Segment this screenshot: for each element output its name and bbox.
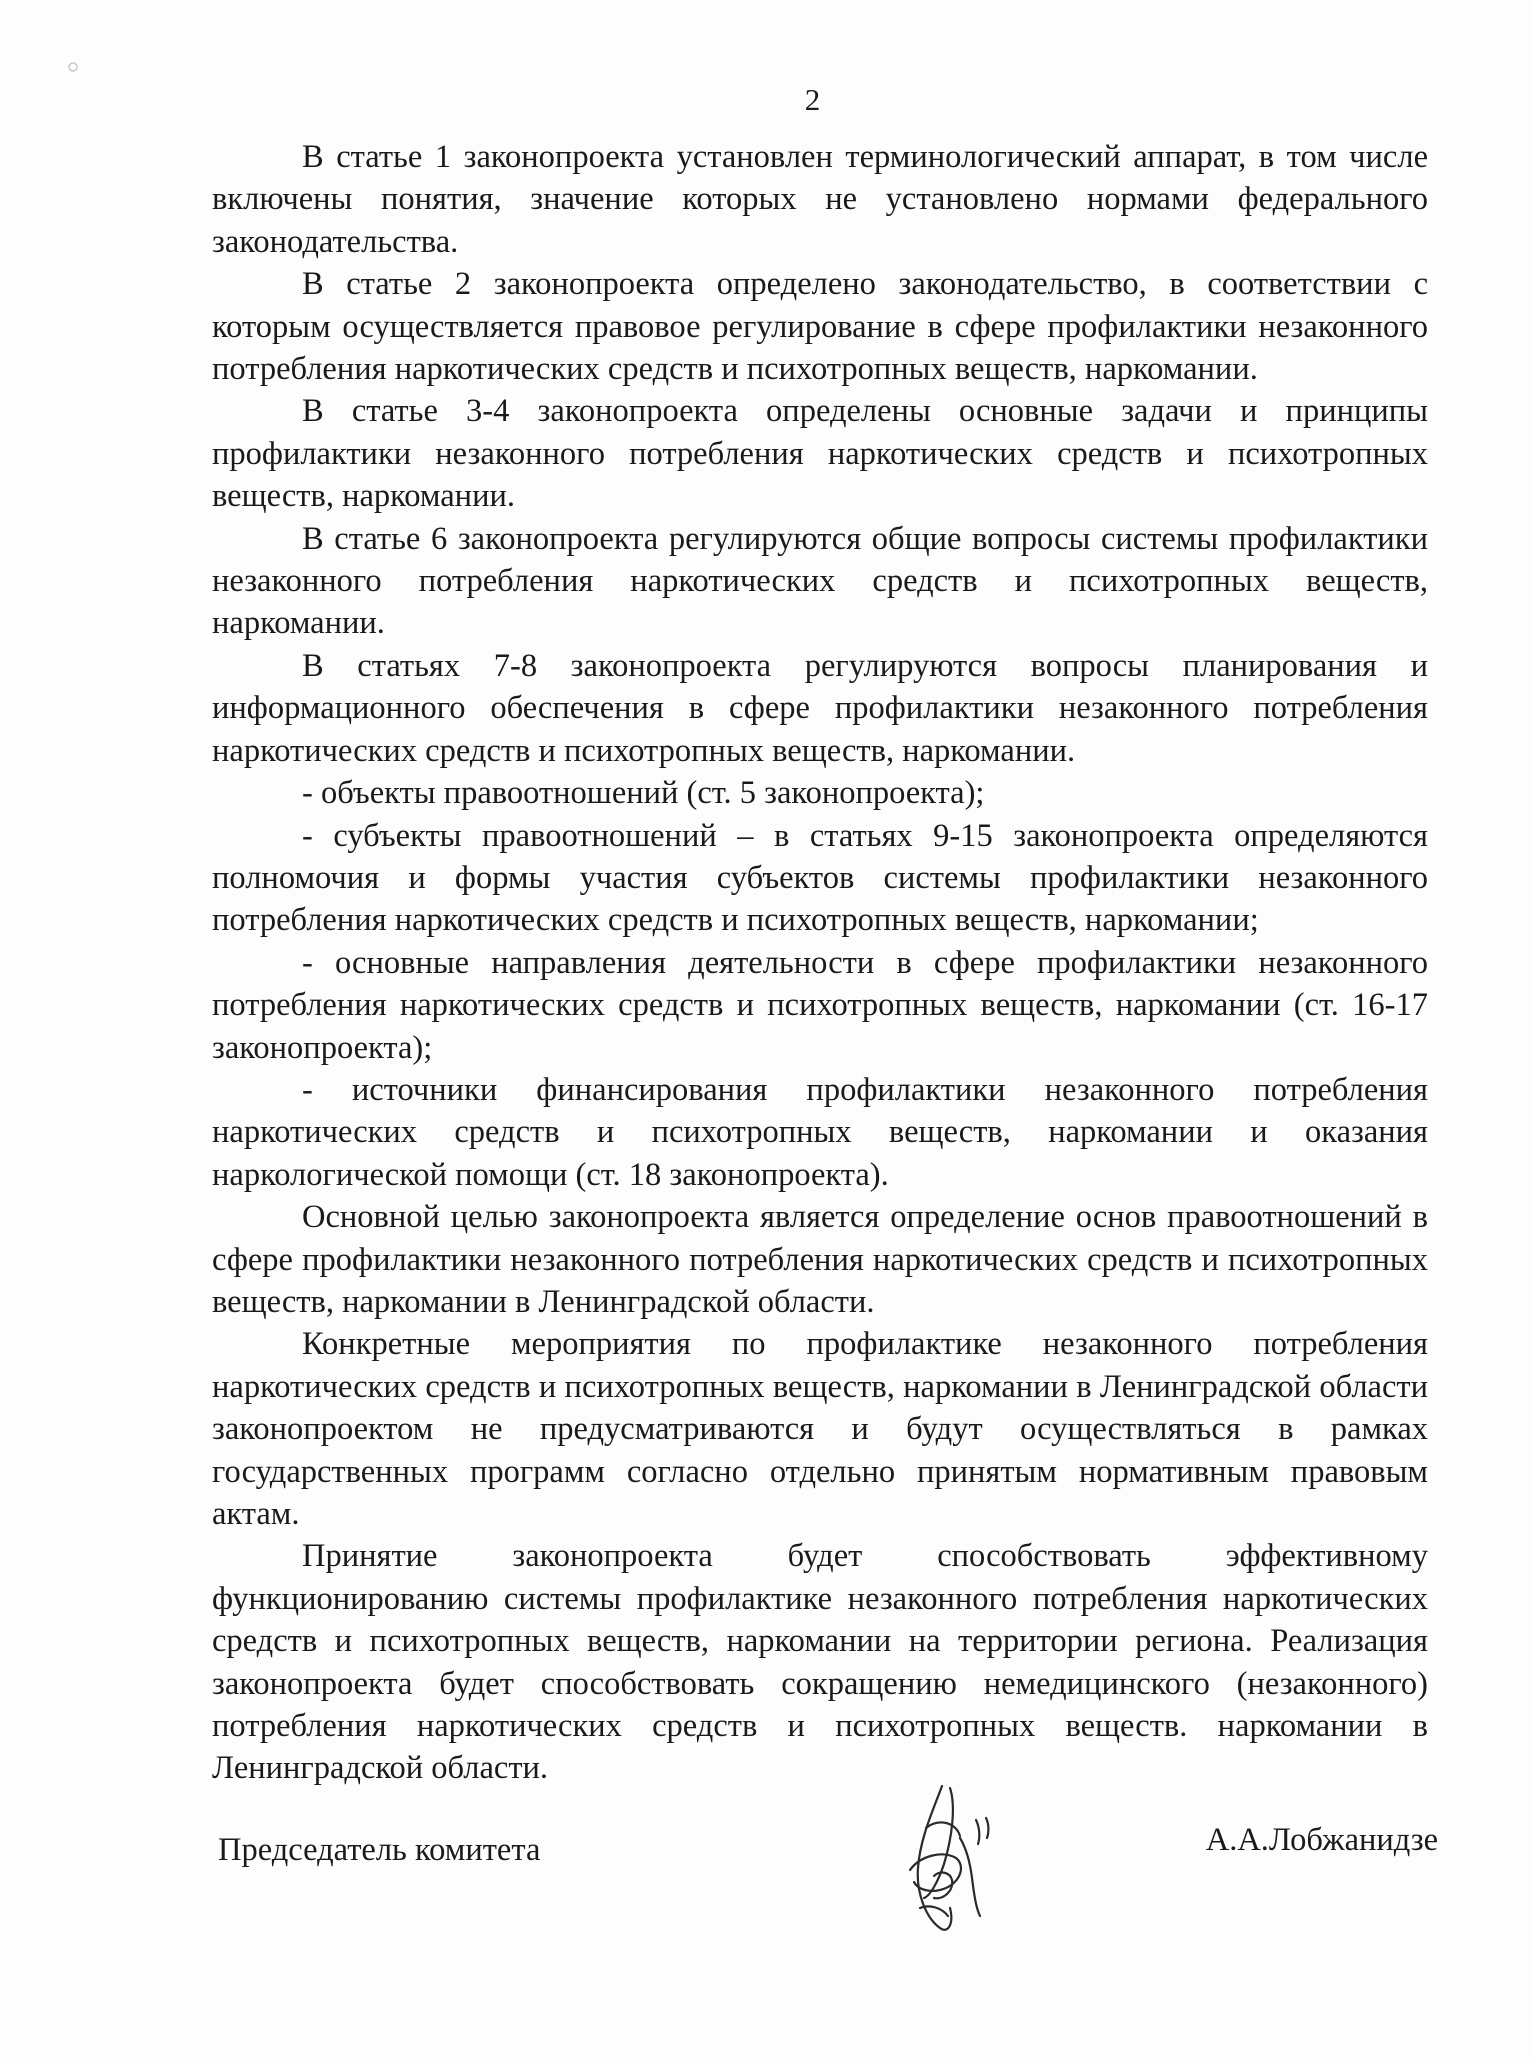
paragraph: Принятие законопроекта будет способствовать эффективному функционированию системы профилактике незаконного потребления наркотических средств и психотропных веществ, наркомании на территории региона. Реализация законопроекта будет способствовать сокращению немедицинского (незаконного) потребления наркотических средств и психотропных веществ. наркомании в Ленинградской области. [212,1538,1428,1787]
paragraph: Основной целью законопроекта является определение основ правоотношений в сфере профилактики незаконного потребления наркотических средств и психотропных веществ, наркомании в Ленинградской области. [212,1199,1428,1320]
paragraph: В статье 6 законопроекта регулируются общие вопросы системы профилактики незаконного потребления наркотических средств и психотропных веществ, наркомании. [212,520,1428,642]
signatory-position: Председатель комитета [218,1832,541,1868]
list-item: - субъекты правоотношений – в статьях 9-15 законопроекта определяются полномочия и формы участия субъектов системы профилактики незаконного потребления наркотических средств и психотропных веществ, наркомании; [212,817,1428,939]
paragraph: В статье 2 законопроекта определено законодательство, в соответствии с которым осуществляется правовое регулирование в сфере профилактики незаконного потребления наркотических средств и психотропных веществ, наркомании. [212,266,1428,388]
paragraph: В статье 1 законопроекта установлен терминологический аппарат, в том числе включены понятия, значение которых не установлено нормами федерального законодательства. [212,139,1428,260]
document-body [212,136,1428,1790]
signature-block [218,1822,1438,1942]
page-number: 2 [804,82,821,117]
list-item: - объекты правоотношений (ст. 5 законопроекта); [302,775,985,812]
paragraph: Конкретные мероприятия по профилактике незаконного потребления наркотических средств и психотропных веществ, наркомании в Ленинградской области законопроектом не предусматриваются и будут осуществляться в рамках государственных программ согласно отдельно принятым нормативным правовым актам. [212,1326,1428,1532]
signatory-name: А.А.Лобжанидзе [1205,1822,1438,1858]
handwritten-signature-icon [890,1778,1000,1938]
list-item: - основные направления деятельности в сфере профилактики незаконного потребления наркотических средств и психотропных веществ, наркомании (ст. 16-17 законопроекта); [212,944,1428,1066]
paragraph: В статье 3-4 законопроекта определены основные задачи и принципы профилактики незаконного потребления наркотических средств и психотропных веществ, наркомании. [212,393,1428,515]
paragraph: В статьях 7-8 законопроекта регулируются вопросы планирования и информационного обеспечения в сфере профилактики незаконного потребления наркотических средств и психотропных веществ, наркомании. [212,647,1428,769]
scan-artifact-icon [66,60,80,74]
list-item: - источники финансирования профилактики незаконного потребления наркотических средств и психотропных веществ, наркомании и оказания наркологической помощи (ст. 18 законопроекта). [212,1071,1428,1193]
